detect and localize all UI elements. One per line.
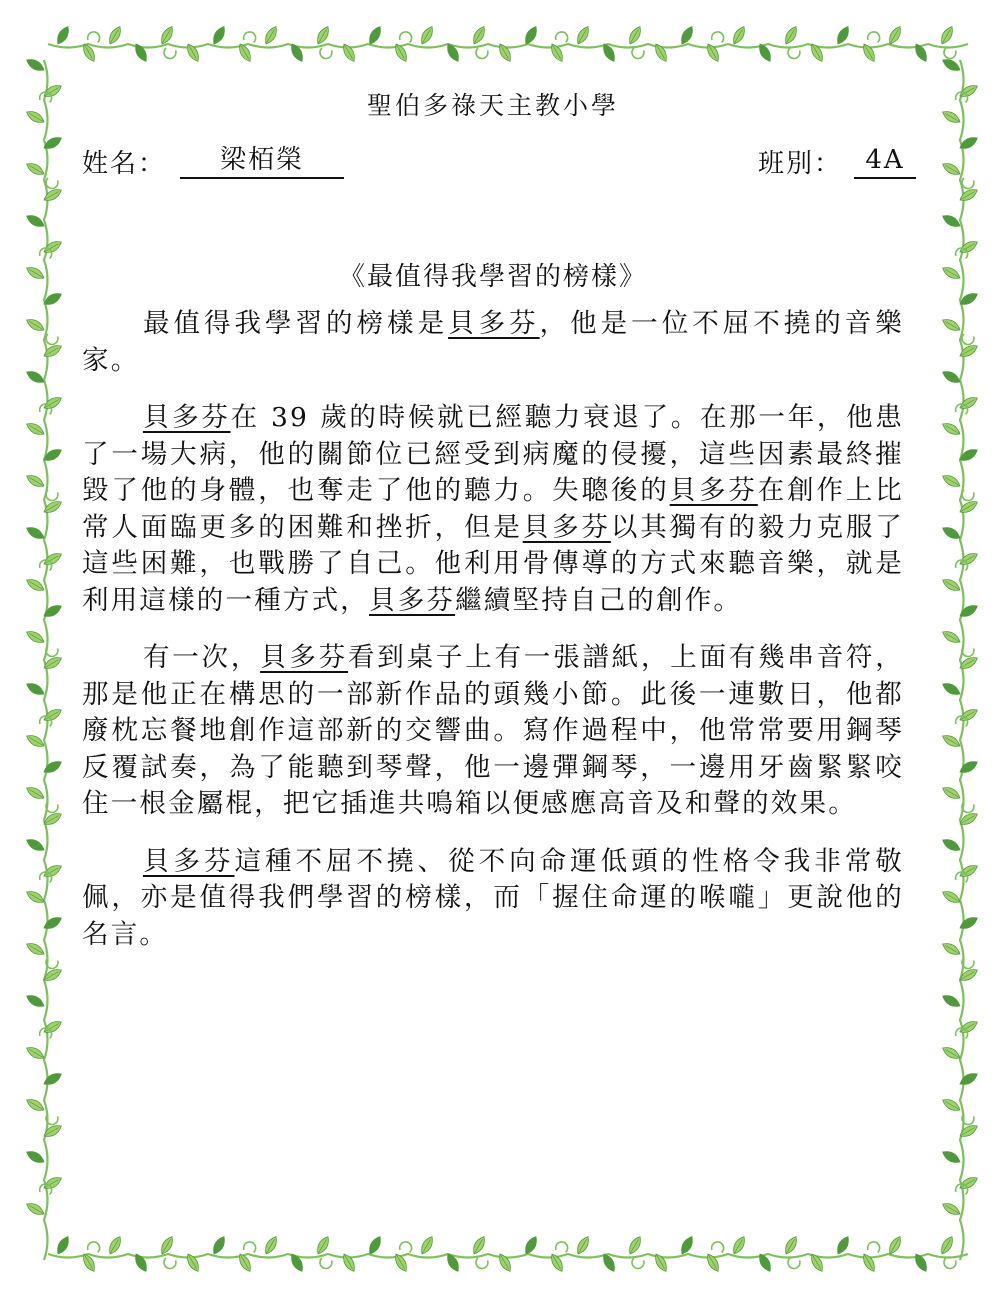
leaf-icon [941, 992, 963, 1009]
leaf-icon [941, 680, 963, 697]
leaf-icon [42, 914, 64, 931]
class-value: 4A [854, 143, 916, 179]
leaf-icon [25, 732, 47, 749]
leaf-icon [42, 550, 64, 567]
underlined-name: 貝多芬 [142, 402, 231, 433]
leaf-icon [941, 472, 963, 489]
vine-tendril [962, 178, 974, 188]
leaf-icon [25, 316, 47, 333]
leaf-icon [941, 836, 963, 853]
leaf-icon [941, 316, 963, 333]
paragraph-text: 繼續堅持自己的創作。 [455, 584, 743, 616]
paragraph-text: 最值得我學習的榜樣是 [142, 308, 449, 339]
underlined-name: 貝多芬 [522, 511, 611, 543]
leaf-icon [42, 394, 64, 411]
paragraph-text: 有一次， [142, 642, 261, 673]
leaf-icon [25, 992, 47, 1009]
underlined-name: 貝多芬 [669, 475, 758, 506]
underlined-name: 貝多芬 [448, 308, 540, 339]
essay-body [82, 306, 904, 974]
leaf-icon [25, 628, 47, 645]
essay-paragraph [82, 844, 904, 954]
vine-tendril [962, 490, 974, 500]
underlined-name: 貝多芬 [260, 642, 349, 673]
vine-tendril [46, 490, 58, 500]
paragraph-text: 在創作上比常人面臨更多的困難和挫折，但是 [82, 475, 905, 543]
underlined-name: 貝多芬 [142, 845, 235, 877]
leaf-icon [25, 784, 47, 801]
student-info-row [82, 143, 916, 183]
leaf-icon [25, 56, 47, 73]
leaf-icon [941, 1096, 963, 1113]
leaf-icon [25, 836, 47, 853]
essay-paragraph [82, 400, 904, 619]
vine-tendril [944, 1258, 956, 1268]
leaf-icon [941, 628, 963, 645]
leaf-icon [25, 524, 47, 541]
leaf-icon [941, 160, 963, 177]
class-label: 班別： [758, 149, 843, 179]
underlined-name: 貝多芬 [369, 584, 456, 616]
leaf-icon [941, 1044, 963, 1061]
leaf-icon [938, 25, 955, 47]
leaf-icon [941, 940, 963, 957]
leaf-icon [25, 1096, 47, 1113]
leaf-icon [25, 264, 47, 281]
leaf-icon [25, 212, 47, 229]
essay-title: 《最值得我學習的榜樣》 [338, 262, 647, 292]
leaf-icon [941, 1148, 963, 1165]
leaf-icon [941, 888, 963, 905]
leaf-icon [941, 576, 963, 593]
leaf-icon [941, 1200, 963, 1217]
leaf-icon [941, 368, 963, 385]
vine-tendril [962, 334, 974, 344]
school-name: 聖伯多祿天主教小學 [366, 91, 619, 120]
leaf-icon [25, 420, 47, 437]
leaf-icon [25, 160, 47, 177]
vine-tendril [46, 178, 58, 188]
essay-page [82, 0, 904, 1300]
leaf-icon [25, 1148, 47, 1165]
leaf-icon [938, 1235, 955, 1257]
leaf-icon [941, 108, 963, 125]
leaf-icon [25, 472, 47, 489]
leaf-icon [25, 680, 47, 697]
leaf-icon [941, 732, 963, 749]
vine-tendril [944, 48, 956, 58]
leaf-icon [941, 420, 963, 437]
leaf-icon [25, 108, 47, 125]
paragraph-text: ，他是一位不屈不撓的音樂家。 [82, 308, 904, 376]
leaf-icon [958, 394, 980, 411]
paragraph-text: 在 39 歲的時候就已經聽力衰退了。在那一年，他患了一場大病，他的關節位已經受到病魔的侵擾，這些因素最終摧毀了他的身體，也奪走了他的聽力。失聰後的 [82, 402, 904, 506]
leaf-icon [54, 25, 71, 47]
leaf-icon [25, 888, 47, 905]
leaf-icon [42, 706, 64, 723]
leaf-icon [958, 1070, 980, 1087]
leaf-icon [25, 1200, 47, 1217]
leaf-icon [958, 550, 980, 567]
leaf-icon [941, 784, 963, 801]
name-value: 梁栢榮 [180, 143, 344, 179]
leaf-icon [941, 524, 963, 541]
leaf-icon [958, 914, 980, 931]
vine-tendril [46, 334, 58, 344]
leaf-icon [25, 576, 47, 593]
leaf-icon [25, 1044, 47, 1061]
paragraph-text: 看到桌子上有一張譜紙，上面有幾串音符，那是他正在構思的一部新作品的頭幾小節。此後一連數日，他都廢枕忘餐地創作這部新的交響曲。寫作過程中，他常常要用鋼琴反覆試奏，為了能聽到琴聲，他一邊彈鋼琴，一邊用牙齒緊緊咬住一根金屬棍，把它插進共鳴箱以便感應高音及和聲的效果。 [82, 642, 904, 819]
essay-paragraph [82, 306, 904, 379]
leaf-icon [941, 212, 963, 229]
name-label: 姓名： [82, 149, 167, 179]
leaf-icon [42, 1070, 64, 1087]
leaf-icon [25, 940, 47, 957]
leaf-icon [958, 706, 980, 723]
leaf-icon [25, 368, 47, 385]
paragraph-text: 這種不屈不撓、從不向命運低頭的性格令我非常敬佩，亦是值得我們學習的榜樣，而「握住命運的喉嚨」更說他的名言。 [82, 845, 904, 950]
essay-paragraph [82, 640, 904, 823]
leaf-icon [941, 264, 963, 281]
leaf-icon [54, 1235, 71, 1257]
paragraph-text: 以其獨有的毅力克服了這些困難，也戰勝了自己。他利用骨傳導的方式來聽音樂，就是利用這樣的一種方式， [82, 511, 905, 616]
